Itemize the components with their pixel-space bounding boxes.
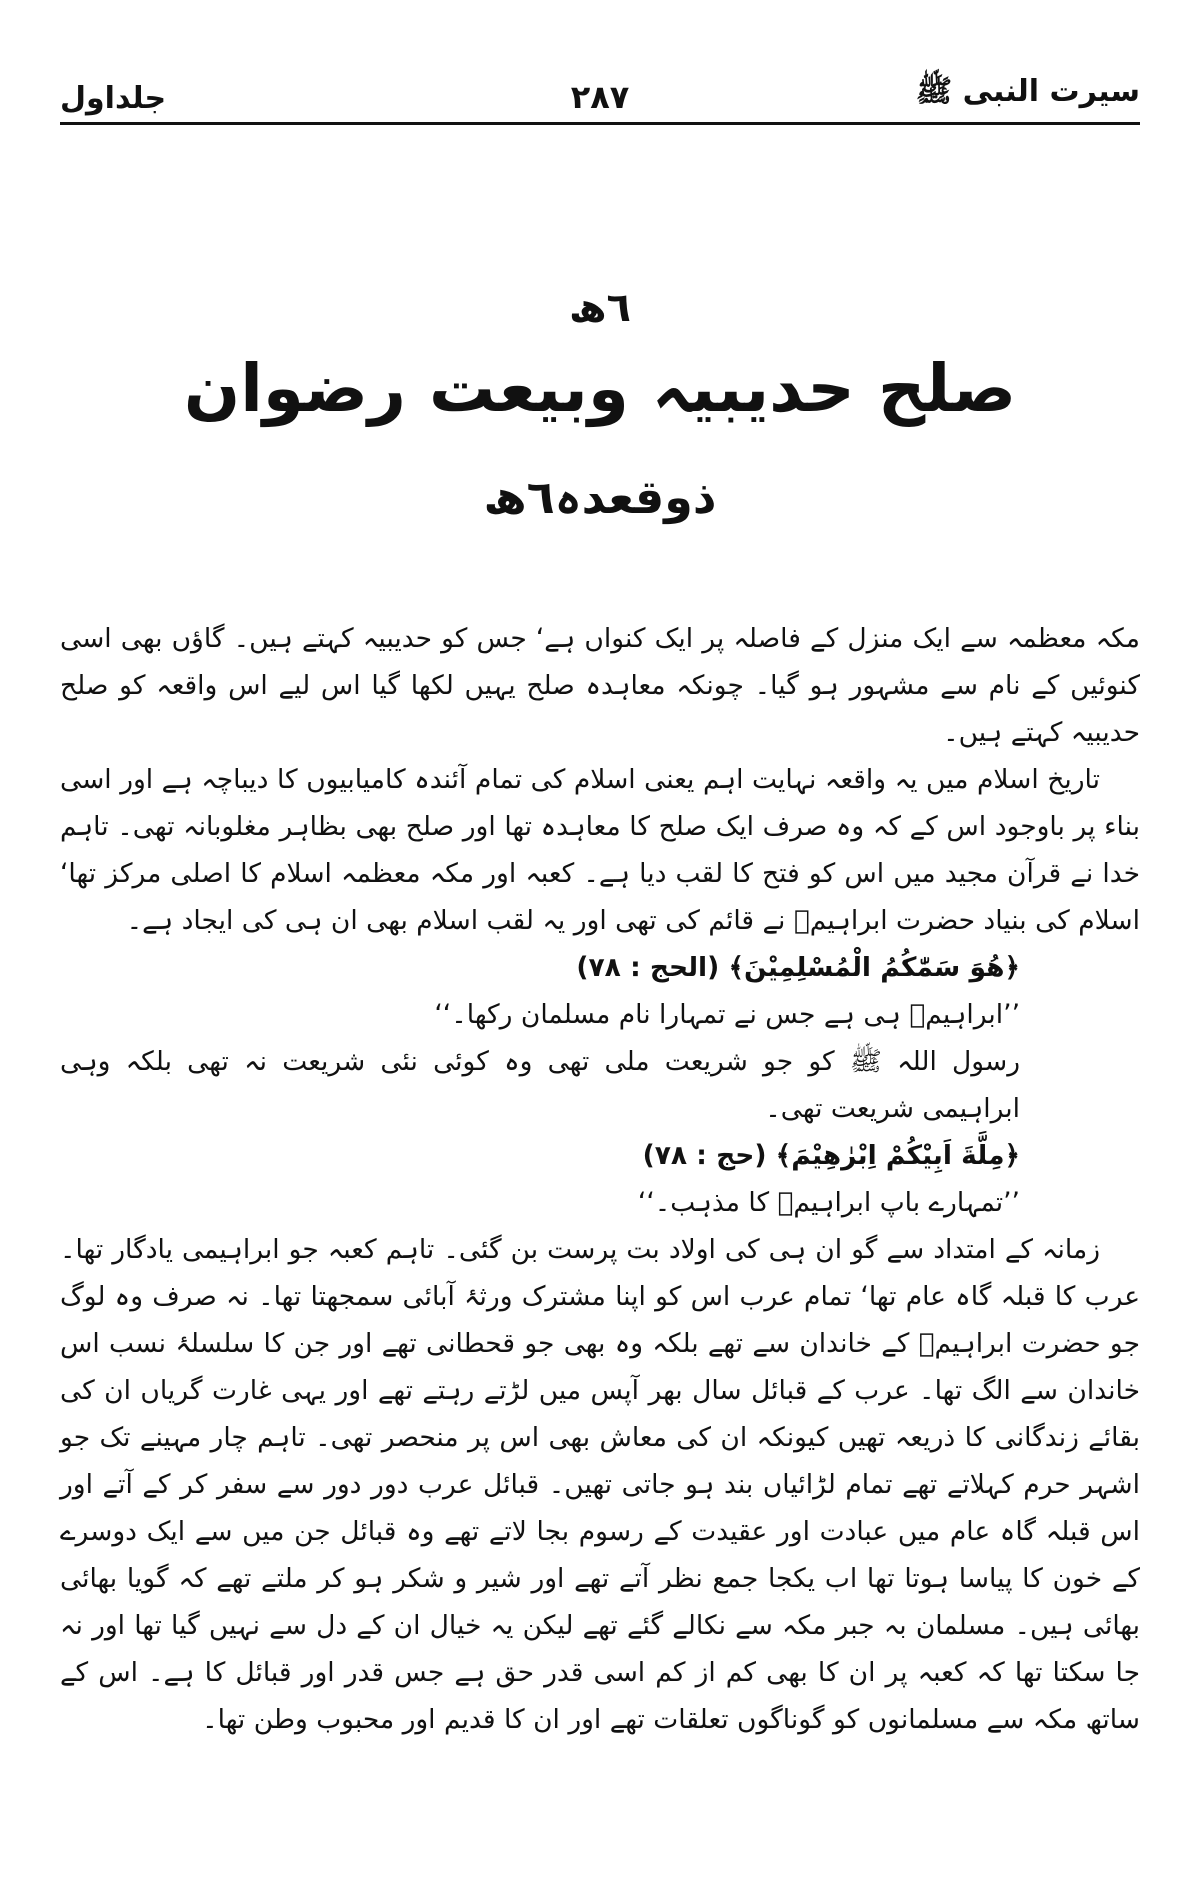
year-heading: ٦ھ xyxy=(569,285,631,331)
paragraph: تاریخ اسلام میں یہ واقعہ نہایت اہم یعنی اسلام کی تمام آئندہ کامیابیوں کا دیباچہ ہے اور اسی بناء پر باوجود اس کے کہ وہ صرف ایک صلح کا معاہدہ تھا اور صلح بھی بظاہر مغلوبانہ تھی۔ تاہم خدا نے قرآن مجید میں اس کو فتح کا لقب دیا ہے۔ کعبہ اور مکہ معظمہ اسلام کا اصلی مرکز تھا‘ اسلام کی بنیاد حضرت ابراہیمؑ نے قائم کی تھی اور یہ لقب اسلام بھی ان ہی کی ایجاد ہے۔ xyxy=(60,764,1140,936)
verse-translation: ’’ابراہیمؑ ہی ہے جس نے تمہارا نام مسلمان رکھا۔‘‘ xyxy=(434,999,1020,1030)
quran-verse: ﴿مِلَّةَ اَبِيْكُمْ اِبْرٰهِيْمَ﴾ (حج : ۷۸) xyxy=(642,1140,1020,1171)
running-header xyxy=(60,72,1140,116)
book-title: سیرت النبی ﷺ xyxy=(915,74,1140,109)
paragraph: مکہ معظمہ سے ایک منزل کے فاصلہ پر ایک کنواں ہے‘ جس کو حدیبیہ کہتے ہیں۔ گاؤں بھی اسی کنوئیں کے نام سے مشہور ہو گیا۔ چونکہ معاہدہ صلح یہیں لکھا گیا اس لیے اس واقعہ کو صلح حدیبیہ کہتے ہیں۔ xyxy=(60,623,1140,748)
paragraph: رسول اللہ ﷺ کو جو شریعت ملی تھی وہ کوئی نئی شریعت نہ تھی بلکہ وہی ابراہیمی شریعت تھی۔ xyxy=(60,1046,1020,1124)
paragraph: زمانہ کے امتداد سے گو ان ہی کی اولاد بت پرست بن گئی۔ تاہم کعبہ جو ابراہیمی یادگار تھا۔ عرب کا قبلہ گاہ عام تھا‘ تمام عرب اس کو اپنا مشترک ورثۂ آبائی سمجھتا تھا۔ نہ صرف وہ لوگ جو حضرت ابراہیمؑ کے خاندان سے تھے بلکہ وہ بھی جو قحطانی تھے اور جن کا سلسلۂ نسب اس خاندان سے الگ تھا۔ عرب کے قبائل سال بھر آپس میں لڑتے رہتے تھے اور یہی غارت گریاں ان کی بقائے زندگانی کا ذریعہ تھیں کیونکہ ان کی معاش بھی اس پر منحصر تھی۔ تاہم چار مہینے تک جو اشہر حرم کہلاتے تھے تمام لڑائیاں بند ہو جاتی تھیں۔ قبائل عرب دور دور سے سفر کر کے آتے اور اس قبلہ گاہ عام میں عبادت اور عقیدت کے رسوم بجا لاتے تھے وہ قبائل جن میں سے ایک دوسرے کے خون کا پیاسا ہوتا تھا اب یکجا جمع نظر آتے تھے اور شیر و شکر ہو کر ملتے تھے کہ گویا بھائی بھائی ہیں۔ مسلمان بہ جبر مکہ سے نکالے گئے تھے لیکن یہ خیال ان کے دل سے نہیں گیا تھا اور نہ جا سکتا تھا کہ کعبہ پر ان کا بھی کم از کم اسی قدر حق ہے جس قدر اور قبائل کا ہے۔ اس کے ساتھ مکہ سے مسلمانوں کو گوناگوں تعلقات تھے اور ان کا قدیم اور محبوب وطن تھا۔ xyxy=(60,1234,1140,1735)
chapter-title: صلح حدیبیہ وبیعت رضوان xyxy=(183,350,1017,427)
body-text xyxy=(60,615,1140,1743)
header-rule xyxy=(60,122,1140,125)
quran-verse: ﴿هُوَ سَمّٰكُمُ الْمُسْلِمِيْنَ﴾ (الحج : ۷۸) xyxy=(576,952,1020,983)
document-page xyxy=(60,0,1140,1891)
chapter-subtitle: ذوقعدہ٦ھ xyxy=(483,470,717,524)
volume-label: جلداول xyxy=(60,81,167,116)
verse-translation: ’’تمہارے باپ ابراہیمؑ کا مذہب۔‘‘ xyxy=(637,1187,1020,1218)
page-number: ۲۸۷ xyxy=(570,78,630,116)
